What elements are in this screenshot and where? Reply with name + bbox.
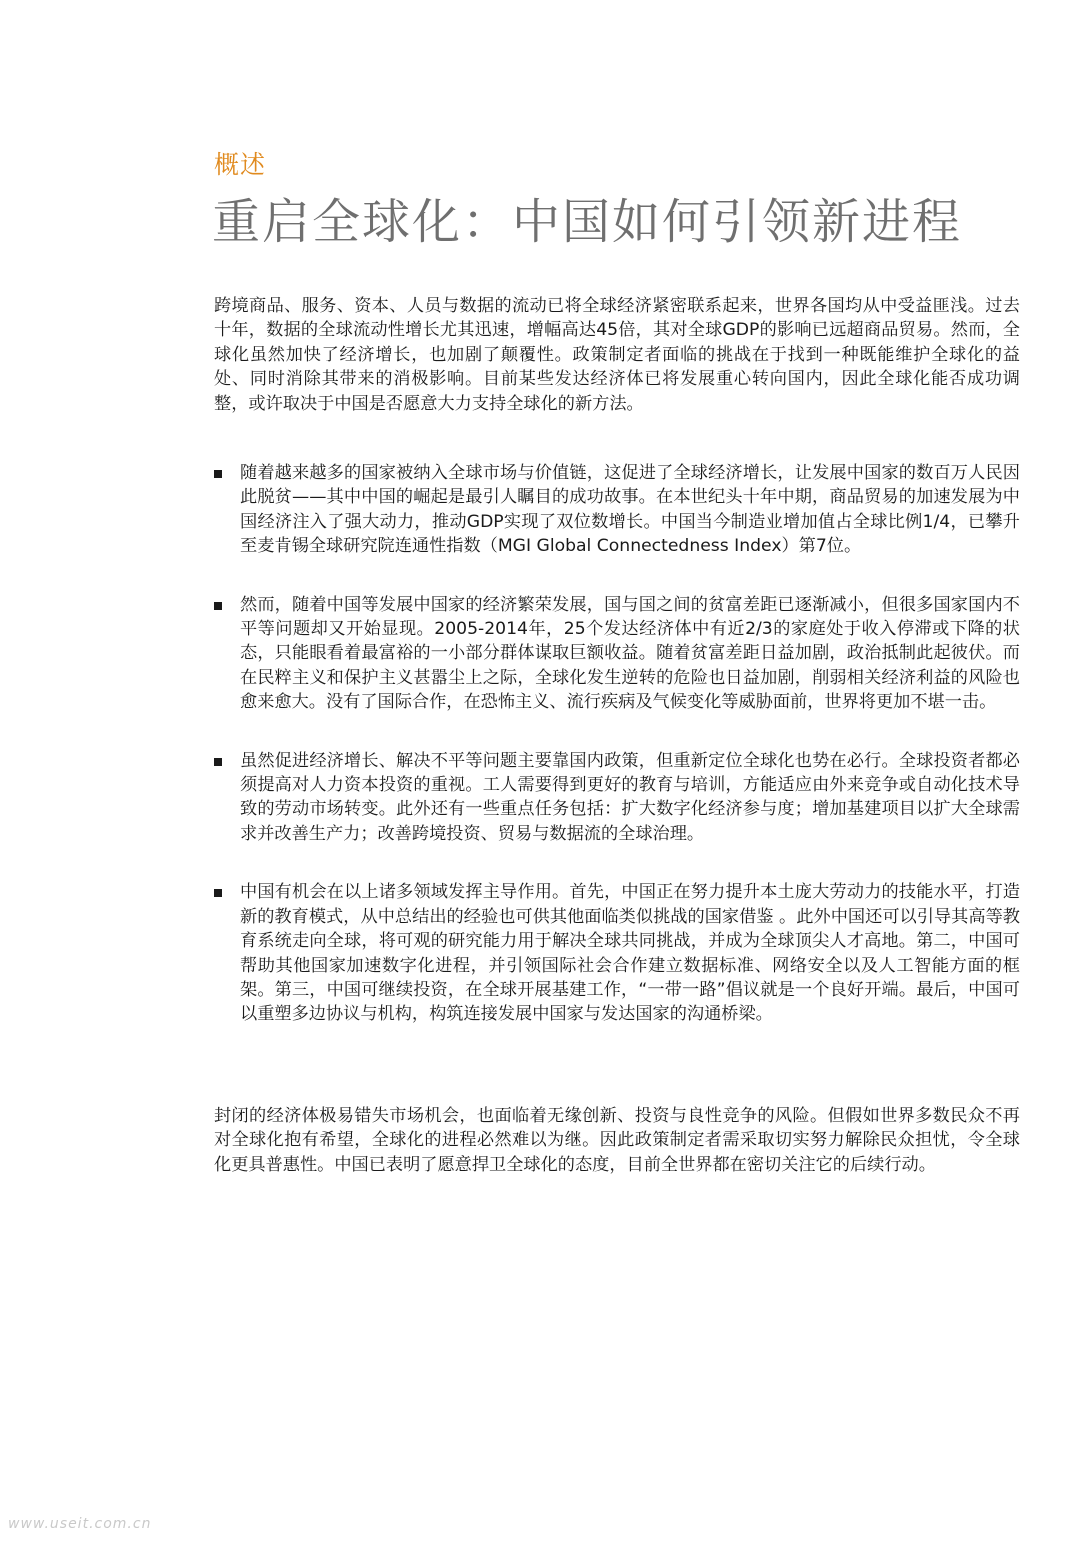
- square-bullet-icon: [214, 470, 222, 478]
- list-item: [214, 749, 1020, 847]
- watermark: www.useit.com.cn: [8, 1516, 152, 1532]
- square-bullet-icon: [214, 602, 222, 610]
- square-bullet-icon: [214, 758, 222, 766]
- section-kicker: 概述: [214, 150, 267, 179]
- intro-paragraph: 跨境商品、服务、资本、人员与数据的流动已将全球经济紧密联系起来，世界各国均从中受益匪浅。过去十年，数据的全球流动性增长尤其迅速，增幅高达45倍，其对全球GDP的影响已远超商品贸易。然而，全球化虽然加快了经济增长，也加剧了颠覆性。政策制定者面临的挑战在于找到一种既能维护全球化的益处、同时消除其带来的消极影响。目前某些发达经济体已将发展重心转向国内，因此全球化能否成功调整，或许取决于中国是否愿意大力支持全球化的新方法。: [214, 296, 1020, 414]
- bullet-text: 虽然促进经济增长、解决不平等问题主要靠国内政策，但重新定位全球化也势在必行。全球投资者都必须提高对人力资本投资的重视。工人需要得到更好的教育与培训，方能适应由外来竞争或自动化技术导致的劳动市场转变。此外还有一些重点任务包括：扩大数字化经济参与度；增加基建项目以扩大全球需求并改善生产力；改善跨境投资、贸易与数据流的全球治理。: [240, 750, 1020, 844]
- list-item: [214, 880, 1020, 1026]
- bullet-text: 随着越来越多的国家被纳入全球市场与价值链，这促进了全球经济增长，让发展中国家的数百万人民因此脱贫——其中中国的崛起是最引人瞩目的成功故事。在本世纪头十年中期，商品贸易的加速发展为中国经济注入了强大动力，推动GDP实现了双位数增长。中国当今制造业增加值占全球比例1/4，已攀升至麦肯锡全球研究院连通性指数（MGI Global Connectedness Index）第7位。: [240, 463, 1020, 557]
- bullet-text: 然而，随着中国等发展中国家的经济繁荣发展，国与国之间的贫富差距已逐渐减小，但很多国家国内不平等问题却又开始显现。2005-2014年，25个发达经济体中有近2/3的家庭处于收入停滞或下降的状态，只能眼看着最富裕的一小部分群体谋取巨额收益。随着贫富差距日益加剧，政治抵制此起彼伏。而在民粹主义和保护主义甚嚣尘上之际，全球化发生逆转的危险也日益加剧，削弱相关经济利益的风险也愈来愈大。没有了国际合作，在恐怖主义、流行疾病及气候变化等威胁面前，世界将更加不堪一击。: [240, 594, 1020, 713]
- list-item: [214, 461, 1020, 559]
- page-title: 重启全球化：中国如何引领新进程: [212, 194, 963, 250]
- bullet-text: 中国有机会在以上诸多领域发挥主导作用。首先，中国正在努力提升本土庞大劳动力的技能水平，打造新的教育模式，从中总结出的经验也可供其他面临类似挑战的国家借鉴 。此外中国还可以引导其高等教育系统走向全球，将可观的研究能力用于解决全球共同挑战，并成为全球顶尖人才高地。第二，中国可帮助其他国家加速数字化进程，并引领国际社会合作建立数据标准、网络安全以及人工智能方面的框架。第三，中国可继续投资，在全球开展基建工作，“一带一路”倡议就是一个良好开端。最后，中国可以重塑多边协议与机构，构筑连接发展中国家与发达国家的沟通桥梁。: [240, 882, 1020, 1025]
- list-item: [214, 593, 1020, 715]
- square-bullet-icon: [214, 889, 222, 897]
- closing-paragraph: 封闭的经济体极易错失市场机会，也面临着无缘创新、投资与良性竞争的风险。但假如世界多数民众不再对全球化抱有希望，全球化的进程必然难以为继。因此政策制定者需采取切实努力解除民众担忧，令全球化更具普惠性。中国已表明了愿意捍卫全球化的态度，目前全世界都在密切关注它的后续行动。: [214, 1106, 1020, 1175]
- bullet-list: [214, 461, 1020, 1027]
